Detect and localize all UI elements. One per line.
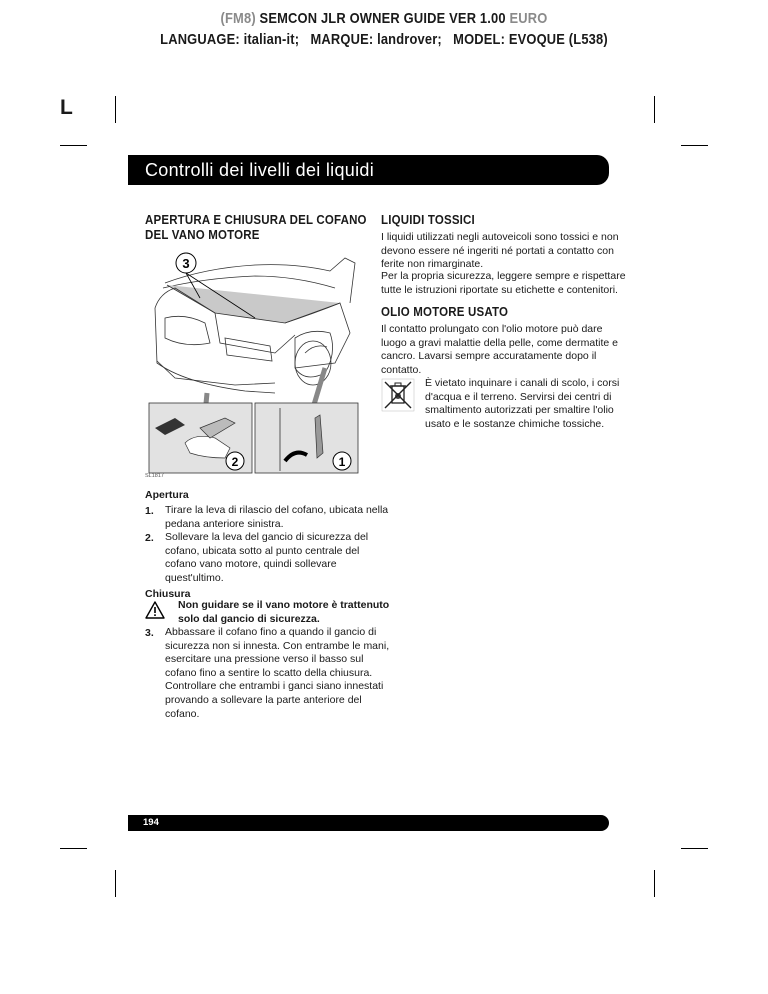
step-3-line: Abbassare il cofano fino a quando il gancio di: [165, 626, 377, 638]
header-line-1: [54, 10, 714, 27]
crop-mark: [681, 848, 708, 849]
olio-line: luogo a gravi malattie della pelle, come dermatite e: [381, 336, 618, 349]
step-1-line: Tirare la leva di rilascio del cofano, ubicata nella: [165, 504, 389, 516]
header-code: (FM8): [220, 10, 256, 27]
olio-line: Il contatto prolungato con l'olio motore può dare: [381, 323, 603, 335]
subheading-chiusura: Chiusura: [145, 588, 191, 600]
side-letter: L: [60, 96, 73, 119]
step-2-line: Sollevare la leva del gancio di sicurezza del: [165, 531, 369, 543]
step-3-line: cofano fino a sentire lo scatto della chiusura.: [165, 666, 373, 679]
liquidi-paragraph-1: [381, 231, 619, 272]
disposal-line: È vietato inquinare i canali di scolo, i corsi: [425, 377, 620, 389]
step-1-number: 1.: [145, 505, 154, 517]
callout-3: 3: [182, 256, 190, 271]
step-2-number: 2.: [145, 532, 154, 544]
header-model: MODEL: EVOQUE (L538): [453, 31, 608, 48]
disposal-line: d'acqua e il terreno. Servirsi dei centri di: [425, 390, 612, 403]
step-2-line: quest'ultimo.: [165, 571, 224, 584]
disposal-paragraph: [425, 377, 619, 431]
page-number: 194: [128, 815, 609, 831]
header-marque: MARQUE: landrover;: [310, 31, 442, 48]
step-3-number: 3.: [145, 627, 154, 639]
step-2-line: cofano vano motore, quindi sollevare: [165, 558, 337, 571]
warning-icon: [145, 601, 165, 619]
liquidi-line: tutte le istruzioni riportate su etichette e contenitori.: [381, 283, 618, 296]
crop-mark: [60, 145, 87, 146]
step-3-line: provando a sollevare la parte anteriore del: [165, 693, 362, 706]
step-3-text: [165, 626, 389, 721]
crop-mark: [60, 848, 87, 849]
step-1-text: [165, 504, 388, 531]
liquidi-line: I liquidi utilizzati negli autoveicoli sono tossici e non: [381, 231, 619, 243]
heading-liquidi-tossici: LIQUIDI TOSSICI: [381, 213, 475, 227]
disposal-line: usato e le sostanze chimiche tossiche.: [425, 417, 605, 430]
olio-line: contatto.: [381, 363, 422, 376]
step-3-line: Controllare che entrambi i ganci siano innestati: [165, 680, 384, 693]
warning-line: solo dal gancio di sicurezza.: [178, 612, 320, 625]
header-region: EURO: [509, 10, 548, 27]
liquidi-line: Per la propria sicurezza, leggere sempre e rispettare: [381, 270, 626, 282]
warning-line: Non guidare se il vano motore è trattenuto: [178, 599, 390, 611]
crossed-bin-icon: [381, 378, 415, 412]
crop-mark: [115, 96, 116, 123]
step-3-line: cofano.: [165, 707, 200, 720]
section-title: Controlli dei livelli dei liquidi: [128, 155, 609, 185]
heading-apertura-line1: APERTURA E CHIUSURA DEL COFANO: [145, 213, 367, 227]
olio-line: cancro. Lavarsi sempre accuratamente dopo il: [381, 350, 597, 363]
header-language: LANGUAGE: italian-it;: [160, 31, 300, 48]
callout-2: 2: [231, 455, 239, 469]
step-3-line: esercitare una pressione verso il basso sul: [165, 653, 364, 666]
header-title: SEMCON JLR OWNER GUIDE VER 1.00: [259, 10, 506, 27]
crop-mark: [681, 145, 708, 146]
header-line-2: [54, 31, 714, 48]
step-1-line: pedana anteriore sinistra.: [165, 517, 284, 530]
heading-olio-motore-usato: OLIO MOTORE USATO: [381, 305, 509, 319]
callout-1: 1: [338, 455, 346, 469]
crop-mark: [654, 96, 655, 123]
olio-paragraph: [381, 323, 618, 377]
step-2-text: [165, 531, 368, 585]
subheading-apertura: Apertura: [145, 489, 189, 501]
step-2-line: cofano, ubicata sotto al punto centrale del: [165, 544, 360, 557]
heading-apertura-line2: DEL VANO MOTORE: [145, 228, 260, 242]
warning-text: [178, 599, 389, 626]
disposal-line: smaltimento autorizzati per smaltire l'olio: [425, 404, 614, 417]
liquidi-paragraph-2: [381, 270, 626, 297]
hood-illustration: [145, 243, 360, 478]
liquidi-line: ferite non rimarginate.: [381, 258, 484, 271]
figure-code: SL1817: [145, 473, 164, 479]
step-3-line: sicurezza non si innesta. Con entrambe le mani,: [165, 639, 390, 652]
crop-mark: [654, 870, 655, 897]
liquidi-line: devono essere né ingeriti né portati a contatto con: [381, 244, 614, 257]
crop-mark: [115, 870, 116, 897]
